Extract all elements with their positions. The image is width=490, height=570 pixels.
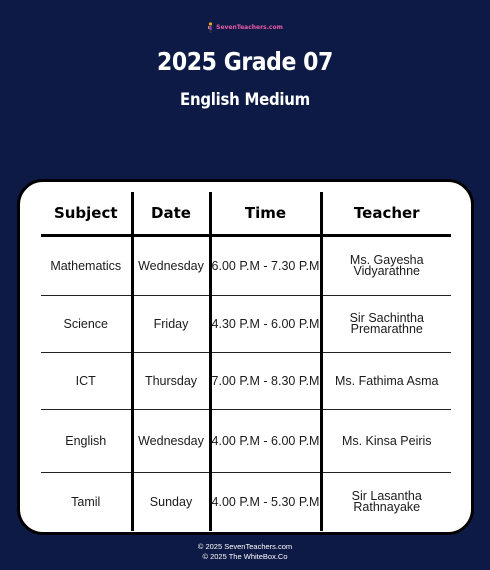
table-row — [41, 296, 451, 353]
copyright-line: © 2025 SevenTeachers.com — [197, 542, 293, 551]
subject-cell: Science — [41, 296, 132, 353]
subject-cell: Tamil — [71, 494, 101, 509]
subject-cell: English — [41, 410, 132, 473]
time-cell: 6.00 P.M - 7.30 P.M — [210, 236, 321, 296]
date-cell: Wednesday — [132, 236, 210, 296]
teacher-cell — [321, 296, 451, 353]
teacher-name-line: Premarathne — [350, 322, 423, 336]
date-cell: Wednesday — [132, 410, 210, 473]
timetable — [41, 192, 451, 531]
table-header-row — [41, 192, 451, 236]
date-cell: Friday — [132, 296, 210, 353]
time-cell: 7.00 P.M - 8.30 P.M — [210, 353, 321, 410]
subject-cell: Mathematics — [41, 236, 132, 296]
column-header-teacher: Teacher — [321, 192, 451, 236]
date-cell: Sunday — [132, 473, 210, 532]
teacher-cell — [321, 353, 451, 410]
time-cell: 4.00 P.M - 6.00 P.M — [210, 410, 321, 473]
teacher-cell — [321, 236, 451, 296]
teacher-name-line: Sir Sachintha — [349, 311, 424, 325]
teacher-name-line: Ms. Gayesha — [349, 253, 424, 267]
footer — [0, 542, 490, 562]
subject-cell: ICT — [41, 353, 132, 410]
column-header-time: Time — [210, 192, 321, 236]
teacher-name-line: Rathnayake — [353, 500, 421, 514]
column-header-subject: Subject — [41, 192, 132, 236]
logo-text: SevenTeachers.com — [216, 24, 283, 31]
teacher-name-line: Vidyarathne — [353, 264, 420, 278]
table-row — [41, 353, 451, 410]
copyright-line: © 2025 The WhiteBox.Co — [202, 552, 288, 561]
table-row — [41, 410, 451, 473]
teacher-name-line: Ms. Kinsa Peiris — [341, 433, 432, 448]
table-row — [41, 236, 451, 296]
teacher-name-line: Sir Lasantha — [351, 489, 422, 503]
timetable-card — [17, 179, 474, 535]
table-row — [41, 473, 451, 532]
teacher-cell — [321, 473, 451, 532]
column-header-date: Date — [132, 192, 210, 236]
page-title: 2025 Grade 07 — [157, 47, 333, 76]
time-cell: 4.00 P.M - 5.30 P.M — [210, 473, 321, 532]
teacher-figure-icon — [207, 22, 214, 33]
time-cell: 4.30 P.M - 6.00 P.M — [210, 296, 321, 353]
page-subtitle: English Medium — [179, 90, 311, 110]
teacher-cell — [321, 410, 451, 473]
site-logo[interactable] — [0, 22, 490, 33]
teacher-name-line: Ms. Fathima Asma — [335, 373, 439, 388]
date-cell: Thursday — [132, 353, 210, 410]
